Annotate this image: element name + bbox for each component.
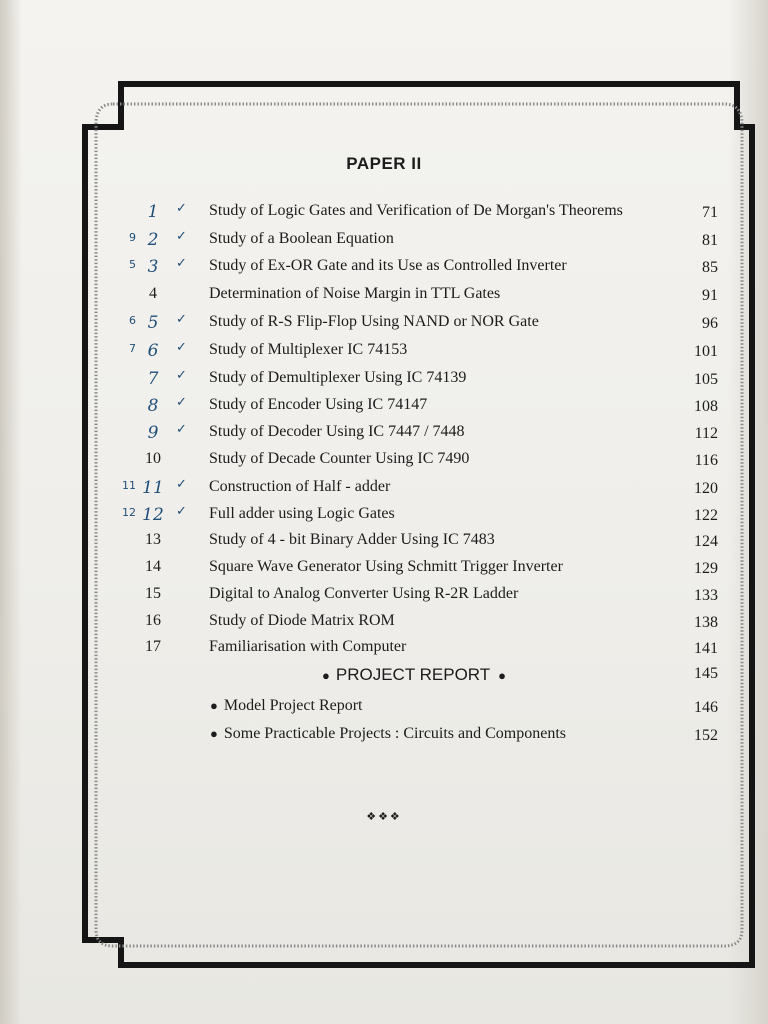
toc-row: [0, 228, 768, 252]
entry-number: 11: [142, 478, 164, 498]
list-item: [0, 723, 768, 747]
page-number: 124: [694, 533, 718, 550]
check-mark-icon: ✓: [176, 504, 187, 519]
project-report-title: PROJECT REPORT: [335, 665, 491, 684]
entry-number: 12: [142, 505, 164, 525]
page-number: 85: [702, 259, 718, 276]
entry-number: 4: [149, 285, 157, 302]
page-number: 129: [694, 560, 718, 577]
check-mark-icon: ✓: [176, 229, 187, 244]
check-mark-icon: ✓: [176, 256, 187, 271]
handwritten-number: 6: [129, 314, 136, 327]
toc-row: [0, 421, 768, 445]
handwritten-number: 11: [122, 479, 136, 492]
page-number: 91: [702, 287, 718, 304]
entry-title: Study of Encoder Using IC 74147: [209, 396, 428, 413]
entry-title: Study of 4 - bit Binary Adder Using IC 7483: [209, 531, 495, 548]
page-number: 133: [694, 587, 718, 604]
toc-row: [0, 556, 768, 580]
toc-row: [0, 339, 768, 363]
page-number: 112: [694, 425, 718, 442]
check-mark-icon: ✓: [176, 395, 187, 410]
page-number: 146: [694, 699, 718, 716]
entry-title: Square Wave Generator Using Schmitt Trigger Inverter: [209, 558, 563, 575]
page-number: 116: [694, 452, 718, 469]
entry-number: 10: [145, 450, 161, 467]
ornament-icon: ❖❖❖: [366, 811, 402, 823]
entry-number: 15: [145, 585, 161, 602]
entry-title: Some Practicable Projects : Circuits and Components: [223, 725, 567, 742]
entry-number: 5: [147, 313, 159, 333]
page-number: 71: [702, 204, 718, 221]
page-number: 105: [694, 371, 718, 388]
toc-row: [0, 200, 768, 224]
entry-number: 1: [147, 202, 159, 222]
entry-number: 16: [145, 612, 161, 629]
entry-title: Study of Diode Matrix ROM: [209, 612, 395, 629]
toc-row: [0, 394, 768, 418]
entry-title: Study of Multiplexer IC 74153: [209, 341, 408, 358]
page-number: 108: [694, 398, 718, 415]
bullet-icon: ●: [498, 668, 507, 683]
entry-number: 6: [147, 341, 159, 361]
entry-title: Study of Logic Gates and Verification of De Morgan's Theorems: [209, 202, 623, 219]
page-number: 122: [694, 507, 718, 524]
toc-row: [0, 529, 768, 553]
list-item: [0, 695, 768, 719]
toc-row: [0, 283, 768, 307]
entry-number: 9: [147, 423, 159, 443]
handwritten-number: 9: [129, 231, 136, 244]
page-number: 145: [694, 665, 718, 682]
handwritten-number: 7: [129, 342, 136, 355]
page-number: 141: [694, 640, 718, 657]
toc-row: [0, 311, 768, 335]
page-number: 96: [702, 315, 718, 332]
entry-title: Familiarisation with Computer: [209, 638, 407, 655]
handwritten-number: 12: [122, 506, 136, 519]
check-mark-icon: ✓: [176, 312, 187, 327]
toc-row: [0, 610, 768, 634]
page-number: 138: [694, 614, 718, 631]
entry-title: Model Project Report: [223, 697, 363, 714]
toc-row: [0, 583, 768, 607]
toc-row: [0, 636, 768, 660]
page-number: 152: [694, 727, 718, 744]
handwritten-number: 5: [129, 258, 136, 271]
entry-title: Determination of Noise Margin in TTL Gates: [209, 285, 501, 302]
check-mark-icon: ✓: [176, 340, 187, 355]
entry-number: 13: [145, 531, 161, 548]
entry-number: 2: [147, 230, 159, 250]
page-number: 101: [694, 343, 718, 360]
entry-title: Digital to Analog Converter Using R-2R Ladder: [209, 585, 519, 602]
entry-title: Study of Demultiplexer Using IC 74139: [209, 369, 467, 386]
entry-title: Study of Ex-OR Gate and its Use as Controlled Inverter: [209, 257, 567, 274]
entry-number: 3: [147, 257, 159, 277]
bullet-icon: ●: [210, 726, 218, 741]
entry-number: 8: [147, 396, 159, 416]
entry-title: Study of Decade Counter Using IC 7490: [209, 450, 470, 467]
entry-title: Construction of Half - adder: [209, 478, 391, 495]
check-mark-icon: ✓: [176, 201, 187, 216]
entry-number: 17: [145, 638, 161, 655]
page-number: 81: [702, 232, 718, 249]
entry-number: 14: [145, 558, 161, 575]
entry-title: Study of R-S Flip-Flop Using NAND or NOR Gate: [209, 313, 539, 330]
check-mark-icon: ✓: [176, 477, 187, 492]
bullet-icon: ●: [210, 698, 218, 713]
entry-title: Study of a Boolean Equation: [209, 230, 394, 247]
toc-row: [0, 367, 768, 391]
bullet-icon: ●: [322, 668, 330, 683]
toc-row: [0, 255, 768, 279]
page-number: 120: [694, 480, 718, 497]
entry-title: Full adder using Logic Gates: [209, 505, 395, 522]
check-mark-icon: ✓: [176, 368, 187, 383]
toc-row: [0, 448, 768, 472]
toc-row: [0, 503, 768, 527]
check-mark-icon: ✓: [176, 422, 187, 437]
toc-row: [0, 476, 768, 500]
entry-title: Study of Decoder Using IC 7447 / 7448: [209, 423, 465, 440]
entry-number: 7: [147, 369, 159, 389]
page-title: PAPER II: [346, 154, 422, 173]
